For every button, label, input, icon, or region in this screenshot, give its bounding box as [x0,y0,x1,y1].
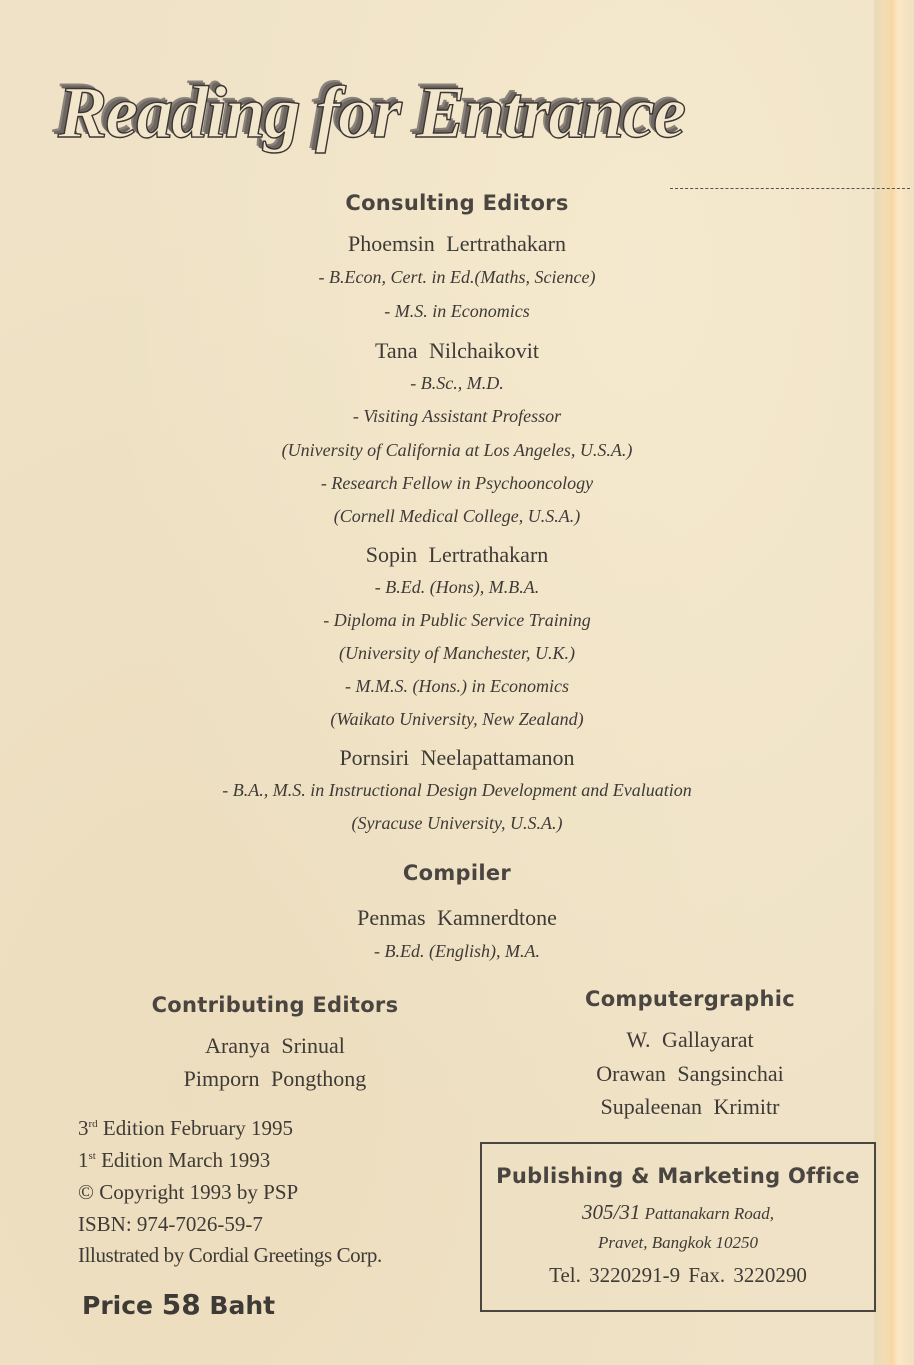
editor-credential: (Waikato University, New Zealand) [330,709,584,729]
address-number: 305/31 [582,1200,641,1224]
editor-credential: - B.Econ, Cert. in Ed.(Maths, Science) [318,267,596,287]
editor-credential: - Diploma in Public Service Training [323,610,591,630]
book-title-block [58,68,858,158]
copyright-line [78,1180,298,1205]
editor-credential: - M.S. in Economics [384,301,530,321]
editor-credential: - B.A., M.S. in Instructional Design Development and Evaluation [222,780,692,800]
copyright-text: Copyright 1993 by PSP [93,1180,299,1204]
contributing-editor-name: Aranya Srinual [205,1033,345,1058]
editor-name: Pornsiri Neelapattamanon [339,745,575,770]
editor-credential: - Research Fellow in Psychooncology [320,473,594,493]
publishing-office-box [480,1142,876,1312]
editor-name: Tana Nilchaikovit [375,338,539,363]
editor-credential: (Cornell Medical College, U.S.A.) [333,506,581,526]
book-title: Reading for Entrance [58,72,685,154]
editor-credential: - B.Sc., M.D. [410,373,504,393]
price-label: Price [82,1291,153,1320]
price-amount: 58 [161,1288,201,1321]
address-street: Pattanakarn Road, [640,1204,774,1223]
copyright-icon: © [78,1180,94,1204]
edition-ordinal: st [88,1150,96,1162]
editor-credential: (University of Manchester, U.K.) [339,643,575,663]
editor-name: Phoemsin Lertrathakarn [348,231,566,256]
title-divider [670,188,910,189]
edition-text: Edition February 1995 [97,1116,294,1140]
computergraphic-heading: Computergraphic [584,987,796,1011]
editor-credential: - Visiting Assistant Professor [352,406,562,426]
price [82,1288,275,1321]
edition-number: 3 [78,1116,89,1140]
compiler-credential: - B.Ed. (English), M.A. [374,941,540,961]
edition-ordinal: rd [88,1118,98,1130]
illustrator-credit: Illustrated by Cordial Greetings Corp. [78,1243,382,1267]
editor-name: Sopin Lertrathakarn [365,542,549,567]
office-address-line2: Pravet, Bangkok 10250 [597,1233,759,1252]
price-currency: Baht [209,1291,276,1320]
office-address-line1 [482,1200,874,1225]
edition-number: 1 [78,1148,89,1172]
third-edition-line [78,1116,293,1141]
editor-credential: (Syracuse University, U.S.A.) [351,813,563,833]
computergraphic-name: W. Gallayarat [626,1027,754,1052]
isbn: ISBN: 974-7026-59-7 [78,1212,263,1236]
computergraphic-name: Supaleenan Krimitr [600,1094,780,1119]
editor-credential: - B.Ed. (Hons), M.B.A. [374,577,540,597]
first-edition-line [78,1148,270,1173]
editor-credential: - M.M.S. (Hons.) in Economics [345,676,569,696]
contributing-editors-heading: Contributing Editors [151,993,399,1017]
edition-text: Edition March 1993 [95,1148,271,1172]
contributing-editor-name: Pimporn Pongthong [183,1066,367,1091]
compiler-heading: Compiler [402,861,512,885]
consulting-editors-heading: Consulting Editors [345,191,569,215]
office-heading: Publishing & Marketing Office [496,1164,860,1188]
compiler-name: Penmas Kamnerdtone [357,905,557,930]
editor-credential: (University of California at Los Angeles, U.S.A.) [281,440,633,460]
computergraphic-name: Orawan Sangsinchai [596,1061,784,1086]
office-phone-fax: Tel. 3220291-9 Fax. 3220290 [549,1263,807,1287]
